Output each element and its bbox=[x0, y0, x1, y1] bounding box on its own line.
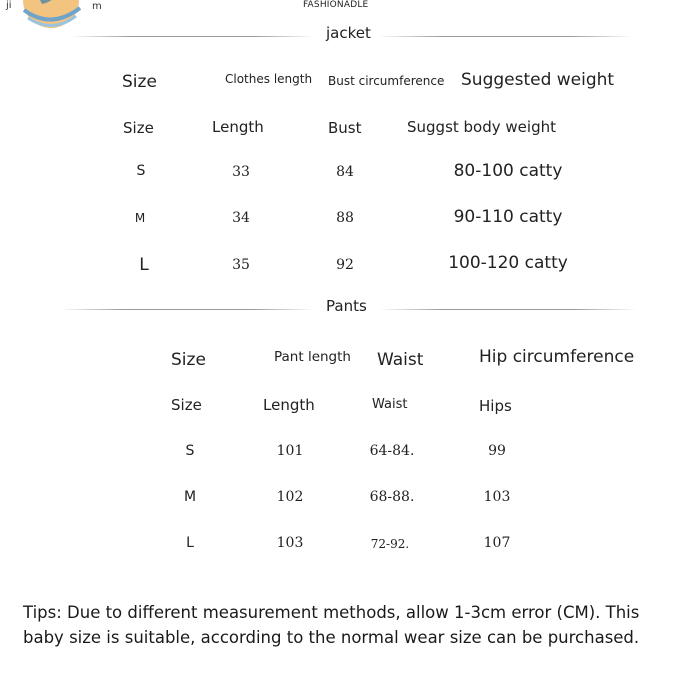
table-cell: M bbox=[134, 211, 146, 225]
table-subheader: Waist bbox=[372, 397, 408, 412]
table-cell: 80-100 catty bbox=[453, 161, 563, 181]
brand-logo bbox=[18, 0, 84, 32]
table-cell: 68-88. bbox=[369, 489, 415, 505]
table-subheader: Hips bbox=[479, 397, 512, 415]
logo-left-text: ji bbox=[6, 0, 12, 11]
table-cell: 88 bbox=[336, 210, 354, 226]
table-cell: S bbox=[136, 163, 146, 179]
table-header: Size bbox=[122, 72, 157, 92]
table-header: Suggested weight bbox=[461, 70, 615, 90]
divider-right bbox=[378, 36, 633, 37]
table-cell: S bbox=[185, 443, 195, 459]
table-cell: 72-92. bbox=[370, 537, 410, 551]
table-cell: 107 bbox=[483, 535, 511, 551]
table-header: Clothes length bbox=[225, 72, 313, 86]
brand-name: FASHIONADLE bbox=[303, 0, 369, 10]
table-cell: M bbox=[183, 489, 197, 505]
table-cell: 90-110 catty bbox=[453, 207, 563, 227]
logo-emblem-icon bbox=[18, 0, 84, 32]
section-title-jacket: jacket bbox=[326, 24, 371, 42]
table-header: Waist bbox=[377, 350, 424, 370]
table-cell: 100-120 catty bbox=[448, 253, 568, 273]
table-cell: 34 bbox=[232, 210, 250, 226]
logo-right-text: m bbox=[92, 1, 102, 12]
table-header: Bust circumference bbox=[328, 74, 445, 88]
table-cell: 101 bbox=[276, 443, 304, 459]
table-cell: 64-84. bbox=[369, 443, 415, 459]
table-subheader: Length bbox=[263, 396, 315, 414]
tips-text: Tips: Due to different measurement methods, allow 1-3cm error (CM). This baby size is suitable, according to the normal wear size can be purchased. bbox=[23, 603, 640, 647]
table-subheader: Length bbox=[212, 118, 264, 136]
table-subheader: Bust bbox=[328, 119, 362, 137]
table-cell: 102 bbox=[276, 489, 304, 505]
divider-right bbox=[378, 309, 638, 310]
table-cell: 99 bbox=[488, 443, 506, 459]
table-cell: 84 bbox=[336, 164, 354, 180]
table-cell: 92 bbox=[336, 257, 354, 273]
table-cell: 103 bbox=[483, 489, 511, 505]
section-title-pants: Pants bbox=[326, 297, 367, 315]
table-subheader: Size bbox=[123, 119, 154, 137]
table-cell: L bbox=[186, 535, 194, 551]
divider-left bbox=[70, 36, 315, 37]
table-cell: 33 bbox=[232, 164, 250, 180]
table-subheader: Size bbox=[171, 396, 202, 414]
divider-left bbox=[60, 309, 315, 310]
table-cell: 35 bbox=[232, 257, 250, 273]
table-header: Hip circumference bbox=[479, 347, 635, 367]
table-header: Pant length bbox=[274, 349, 351, 365]
table-header: Size bbox=[171, 350, 206, 370]
table-cell: 103 bbox=[276, 535, 304, 551]
table-cell: L bbox=[139, 255, 149, 275]
table-subheader: Suggst body weight bbox=[407, 118, 556, 136]
